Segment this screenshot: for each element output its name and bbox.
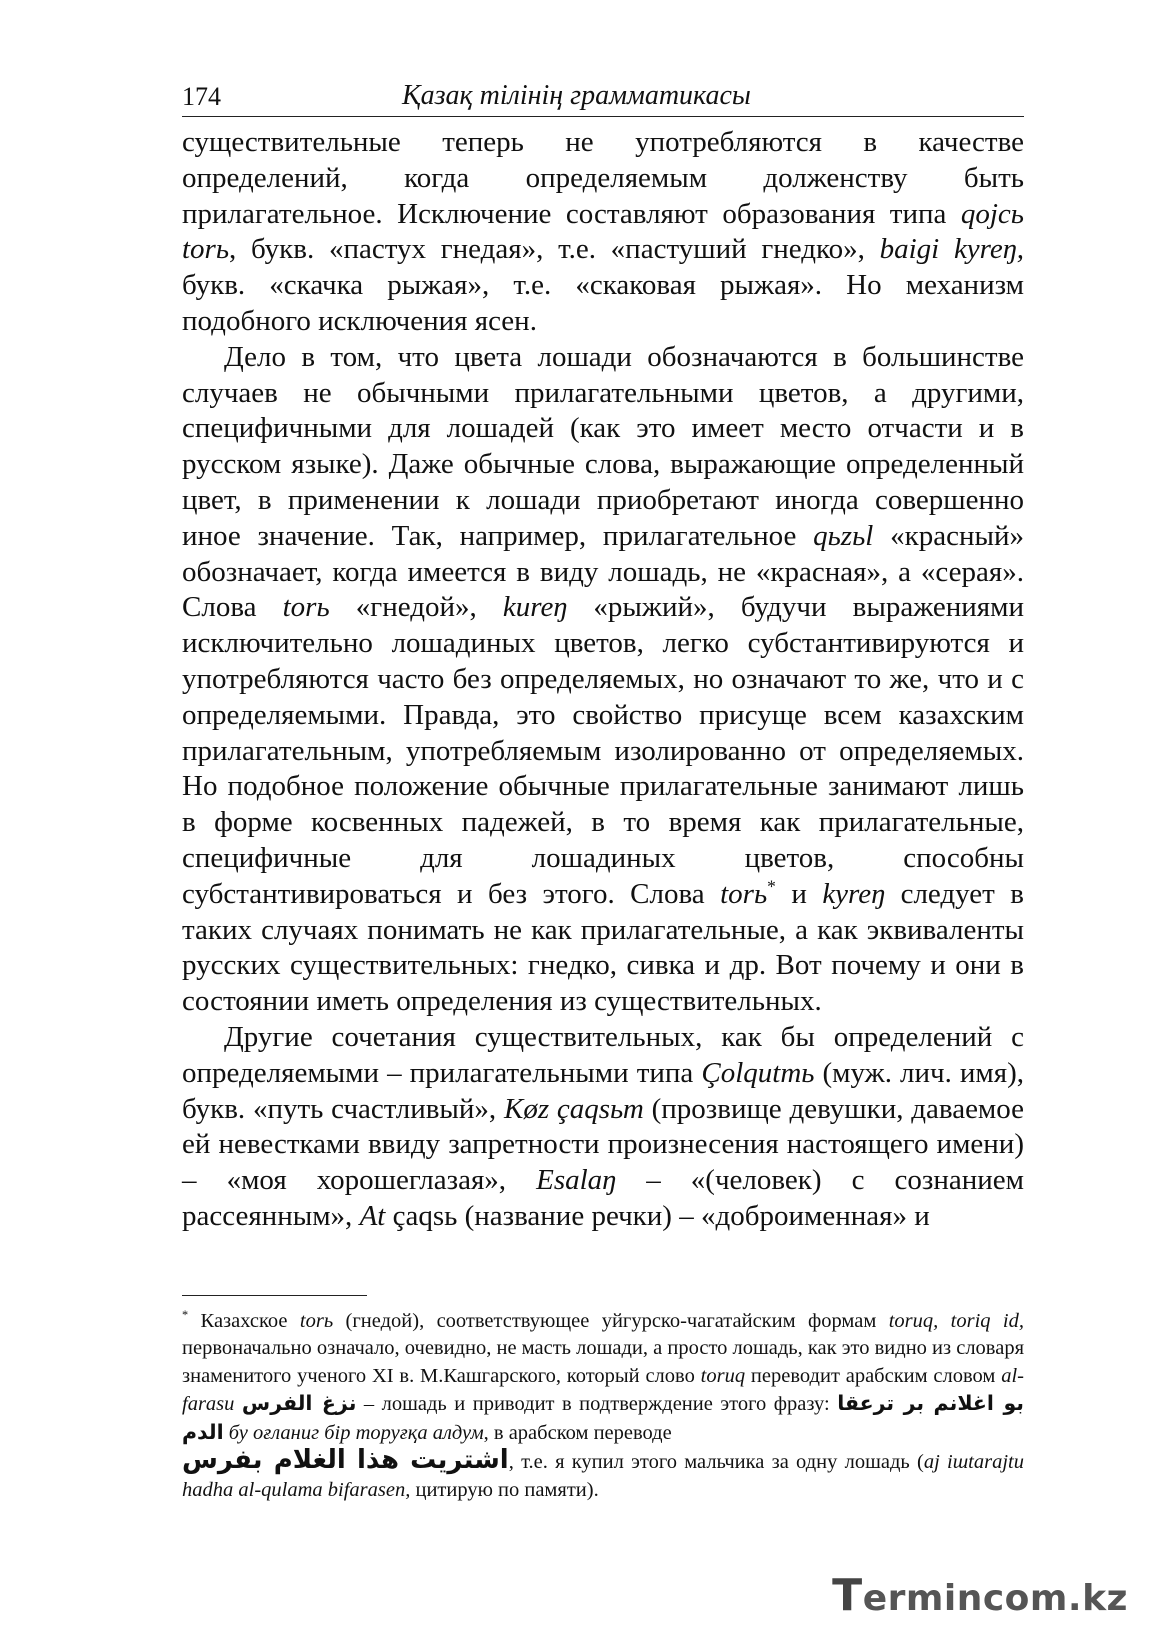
text-run: «красный» обозначает, когда имеется в виду лошадь, не «красная», а «серая». Слова (182, 519, 1024, 624)
text-run: (прозвище девушки, даваемое ей невестками ввиду запретности произнесения настоящего имени) – «моя хорошеглазая», (182, 1092, 1025, 1197)
text-run: первоначально означало, очевидно, не масть лошади, а просто лошадь, как это видно из словаря знаменитого ученого XI в. М.Кашгарского, который слово (182, 1337, 1024, 1387)
paragraph-2 (182, 340, 1024, 1020)
italic-term: Çolqutть (701, 1056, 815, 1089)
text-run: – «(человек) с сознанием рассеянным», (182, 1164, 1024, 1232)
text-run: букв. «скачка рыжая», т.е. «скаковая рыжая». Но механизм подобного исключения ясен. (182, 269, 1024, 337)
termincom-logo (832, 1570, 1128, 1621)
arabic-phrase: بو اغلانم بر ترعقا الدم (182, 1391, 1024, 1444)
text-run: Другие сочетания существительных, как бы определений с определяемыми – прилагательными типа (182, 1020, 1024, 1089)
running-title: Қазақ тілінің грамматикасы (402, 80, 751, 111)
text-run: – лошадь и приводит в подтверждение этого фразу: (356, 1393, 838, 1416)
italic-term: toruq, toriq id, (888, 1309, 1024, 1332)
text-run: Дело в том, что цвета лошади обозначаются в большинстве случаев не обычными прилагательными цветов, а другими, специфичными для лошадей (как это имеет место отчасти и в русском языке). Даже обычные слова, выражающие определенный цвет, в применении к лошади приобретают иногда совершенно иное значение. Так, например, прилагательное (182, 340, 1024, 552)
paragraph-1 (182, 125, 1024, 340)
body-text (182, 125, 1024, 1235)
text-run: , т.е. я купил этого мальчика за одну лошадь ( (508, 1451, 924, 1474)
italic-term: torь (282, 591, 330, 624)
arabic-word: نزغ الفرس (241, 1391, 357, 1416)
logo-text: ermincom.kz (862, 1578, 1128, 1619)
italic-term: torь (720, 877, 768, 910)
arabic-translation: اشتريت هذا الغلام بفرس (182, 1445, 509, 1476)
page-number: 174 (182, 82, 221, 111)
page-header (182, 78, 1024, 117)
paragraph-3 (182, 1020, 1024, 1235)
footnote-mark: * (182, 1307, 189, 1322)
document-page (182, 78, 1024, 1504)
text-run: , букв. «пастух гнедая», т.е. «пастуший гнедко», (229, 233, 880, 266)
text-run: переводит арабским словом (745, 1364, 1002, 1387)
text-run: çaqsь (название речки) – «доброименная» и (385, 1199, 930, 1232)
italic-term: qьzьl (813, 519, 874, 552)
footnote (182, 1308, 1024, 1505)
italic-term: toruq (700, 1364, 746, 1387)
text-run: , в арабском переводе (483, 1421, 672, 1444)
italic-term: torь (299, 1309, 334, 1332)
text-run: (гнедой), соответствующее уйгурско-чагатайским формам (333, 1309, 889, 1332)
text-run: следует в таких случаях понимать не как прилагательные, а как эквиваленты русских существительных: гнедко, сивка и др. Вот почему и они в состоянии иметь определения из существительных. (182, 877, 1024, 1018)
italic-term: aj iшtarajtu hadha al-qulama bifarasen, (182, 1451, 1025, 1501)
italic-term: al-farasu (182, 1364, 1024, 1416)
italic-term: kureŋ (502, 591, 568, 624)
footnote-separator (182, 1295, 367, 1296)
italic-term: baigi kyreŋ, (879, 233, 1024, 266)
text-run: «гнедой», (329, 591, 503, 624)
italic-term: qojcь torь (182, 197, 1024, 266)
text-run: и (775, 877, 823, 910)
text-run: цитирую по памяти). (410, 1478, 599, 1501)
italic-term: бу оғланиг бір торуғқа алдум (228, 1421, 484, 1444)
italic-term: Køz çaqsьт (503, 1092, 644, 1125)
text-run: (муж. лич. имя), букв. «путь счастливый», (182, 1056, 1024, 1125)
text-run: существительные теперь не употребляются в качестве определений, когда определяемым долженству быть прилагательное. Исключение составляют образования типа (182, 126, 1024, 230)
italic-term: At (359, 1199, 386, 1232)
text-run: «рыжий», будучи выражениями исключительно лошадиных цветов, легко субстантивируются и употребляются часто без определяемых, но означают то же, что и с определяемыми. Правда, это свойство присуще всем казахским прилагательным, употребляемым изолированно от определяемых. Но подобное положение обычные прилагательные занимают лишь в форме косвенных падежей, в то время как прилагательные, специфичные для лошадиных цветов, способны субстантивироваться и без этого. Слова (182, 591, 1024, 910)
footnote-mark[interactable]: * (767, 876, 776, 897)
text-run: Казахское (188, 1309, 300, 1332)
logo-letter: T (832, 1570, 863, 1621)
italic-term: Esalaŋ (536, 1164, 617, 1197)
italic-term: kyreŋ (822, 877, 886, 910)
